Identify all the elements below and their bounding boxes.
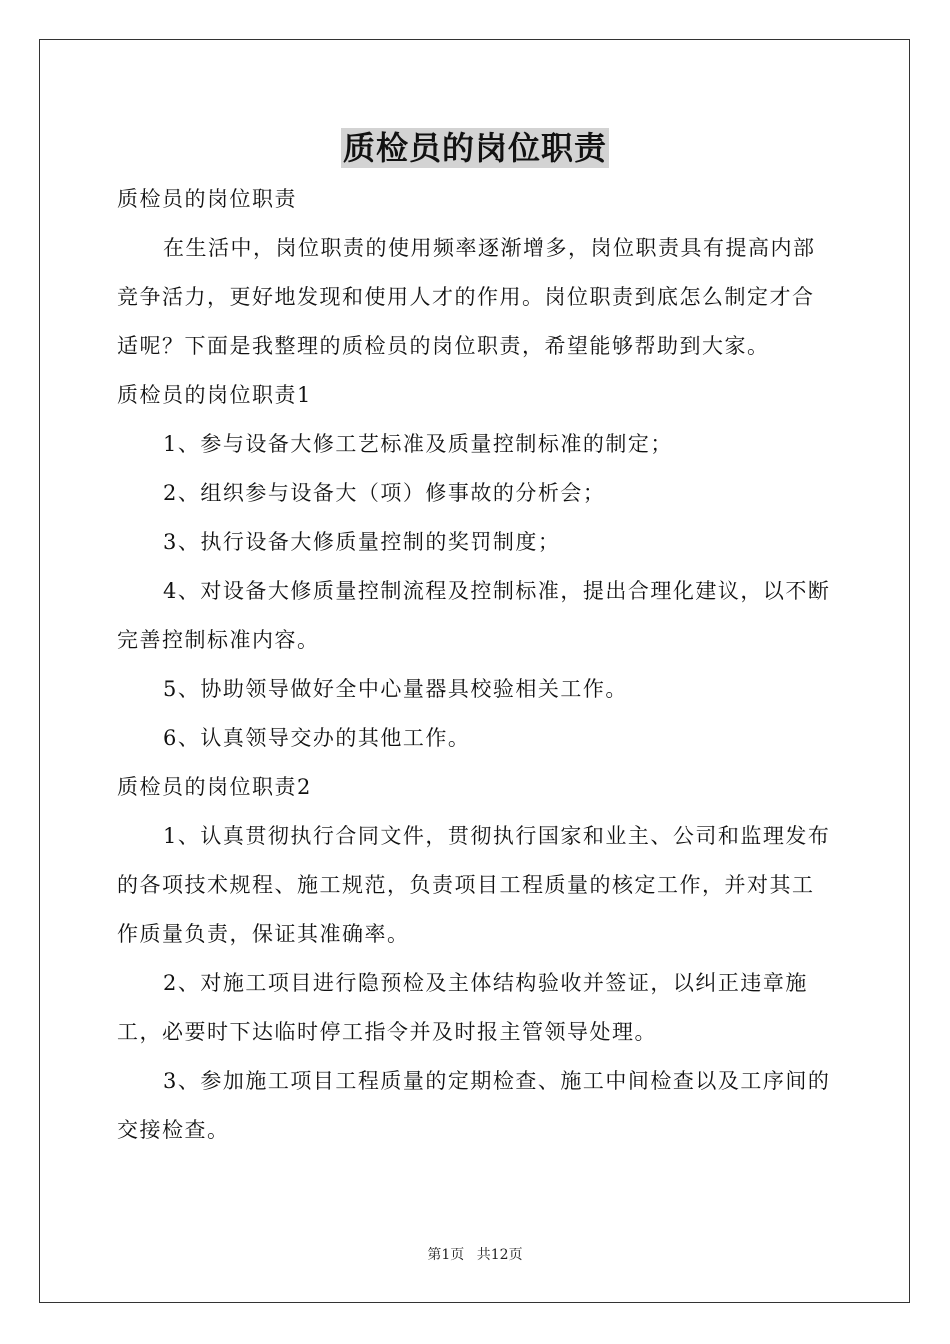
- title-area: [0, 128, 950, 168]
- list-item: 1、参与设备大修工艺标准及质量控制标准的制定；: [163, 432, 673, 456]
- section-heading: 质检员的岗位职责2: [117, 775, 312, 799]
- document-body: [117, 175, 835, 1155]
- page-total: 共12页: [476, 1247, 523, 1263]
- page-footer: [0, 1245, 950, 1265]
- list-item: 3、参加施工项目工程质量的定期检查、施工中间检查以及工序间的交接检查。: [117, 1069, 831, 1142]
- page-number: 第1页: [427, 1247, 465, 1263]
- document-title: 质检员的岗位职责: [342, 129, 607, 167]
- list-item: 2、对施工项目进行隐预检及主体结构验收并签证，以纠正违章施工，必要时下达临时停工指令并及时报主管领导处理。: [117, 971, 808, 1044]
- section-heading: 质检员的岗位职责1: [117, 383, 312, 407]
- list-item: 1、认真贯彻执行合同文件，贯彻执行国家和业主、公司和监理发布的各项技术规程、施工规范，负责项目工程质量的核定工作，并对其工作质量负责，保证其准确率。: [117, 824, 831, 946]
- list-item: 4、对设备大修质量控制流程及控制标准，提出合理化建议，以不断完善控制标准内容。: [117, 579, 831, 652]
- list-item: 6、认真领导交办的其他工作。: [163, 726, 471, 750]
- section-heading: 质检员的岗位职责: [117, 187, 297, 211]
- list-item: 5、协助领导做好全中心量器具校验相关工作。: [163, 677, 628, 701]
- list-item: 3、执行设备大修质量控制的奖罚制度；: [163, 530, 561, 554]
- intro-paragraph: 在生活中，岗位职责的使用频率逐渐增多，岗位职责具有提高内部竞争活力，更好地发现和使用人才的作用。岗位职责到底怎么制定才合适呢？下面是我整理的质检员的岗位职责，希望能够帮助到大家。: [117, 236, 816, 358]
- list-item: 2、组织参与设备大（项）修事故的分析会；: [163, 481, 606, 505]
